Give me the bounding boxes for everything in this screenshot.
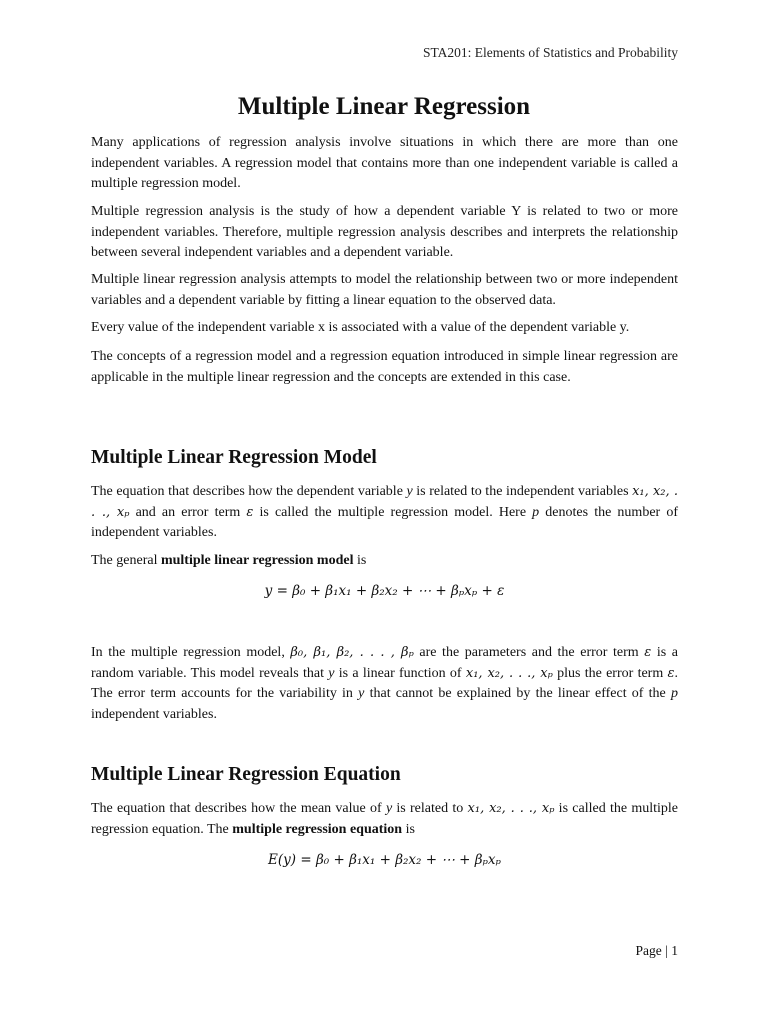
page-number: Page | 1 (635, 943, 678, 958)
text-run: The equation that describes how the dependent variable (91, 484, 407, 499)
model-equation (91, 581, 678, 602)
math-epsilon: ε (246, 504, 254, 520)
text-run: plus the error term (552, 665, 668, 681)
text-run: and an error term (129, 504, 247, 520)
text-run: is related to (392, 801, 468, 816)
page-title: Multiple Linear Regression (237, 93, 531, 120)
variable-y: y (358, 686, 365, 701)
intro-paragraph-3 (91, 270, 678, 311)
section-heading: Multiple Linear Regression Equation (91, 764, 401, 785)
paragraph-text: Many applications of regression analysis involve situations in which there are more than one independent variables. A regression model that contains more than one independent variable is called a multiple regression model. (91, 135, 678, 191)
variable-p: p (532, 504, 540, 520)
text-run: is (353, 553, 367, 568)
text-run: is a random variable. This model reveals that (91, 645, 678, 681)
text-run: is called the multiple regression model. Here (253, 504, 533, 520)
text-run: independent variables. (91, 706, 217, 722)
text-run: The general (91, 553, 161, 568)
intro-paragraph-5 (91, 347, 678, 388)
text-run: are the parameters and the error term (413, 645, 645, 660)
math-independent-vars: x₁, x₂, . . ., xₚ (467, 801, 555, 816)
intro-paragraph-4 (91, 318, 678, 339)
equation-text: E(y) = β₀ + β₁x₁ + β₂x₂ + ⋯ + βₚxₚ (268, 852, 501, 868)
text-run: The equation that describes how the mean value of (91, 801, 386, 816)
text-run: that cannot be explained by the linear effect of the (364, 686, 671, 701)
intro-paragraph-2 (91, 202, 678, 264)
variable-y: y (385, 801, 393, 816)
section-heading-equation (91, 765, 678, 786)
model-paragraph-2 (91, 551, 678, 572)
bold-term: multiple linear regression model (160, 553, 354, 568)
text-run: . The error term accounts for the variability in (91, 665, 678, 701)
math-independent-vars: x₁, x₂, . . ., xₚ (91, 484, 678, 520)
model-paragraph-3 (91, 643, 678, 725)
regression-equation (91, 850, 678, 871)
text-run: is a linear function of (334, 665, 466, 681)
section-heading-model (91, 448, 678, 469)
paragraph-text: Multiple linear regression analysis attempts to model the relationship between two or more independent variables and a dependent variable by fitting a linear equation to the observed data. (91, 272, 678, 308)
math-epsilon: ε (667, 665, 675, 681)
intro-paragraph-1 (91, 133, 678, 195)
paragraph-text: The concepts of a regression model and a regression equation introduced in simple linear regression are applicable in the multiple linear regression and the concepts are extended in this case. (91, 349, 678, 385)
paragraph-text: Multiple regression analysis is the study of how a dependent variable Y is related to two or more independent variables. Therefore, multiple regression analysis describes and interprets the relationship between several independent variables and a dependent variable. (91, 204, 678, 260)
text-run: In the multiple regression model, (91, 645, 291, 660)
text-run: is called the multiple regression equation. The (91, 801, 678, 837)
variable-y: y (328, 665, 335, 681)
math-independent-vars: x₁, x₂, . . ., xₚ (465, 665, 553, 681)
variable-y: y (406, 484, 413, 499)
text-run: is (402, 821, 415, 837)
variable-p: p (671, 686, 678, 701)
bold-term: multiple regression equation (232, 821, 403, 837)
section-heading: Multiple Linear Regression Model (91, 447, 377, 468)
model-paragraph-1 (91, 482, 678, 544)
paragraph-text: Every value of the independent variable x is associated with a value of the dependent variable y. (91, 320, 630, 335)
text-run: denotes the number of independent variables. (91, 504, 678, 540)
text-run: is related to the independent variables (412, 484, 633, 499)
math-epsilon: ε (644, 645, 652, 660)
equation-paragraph-1 (91, 799, 678, 840)
math-parameters: β₀, β₁, β₂, . . . , βₚ (290, 645, 414, 660)
running-header: STA201: Elements of Statistics and Probability (422, 45, 678, 60)
equation-text: y = β₀ + β₁x₁ + β₂x₂ + ⋯ + βₚxₚ + ε (264, 583, 505, 599)
